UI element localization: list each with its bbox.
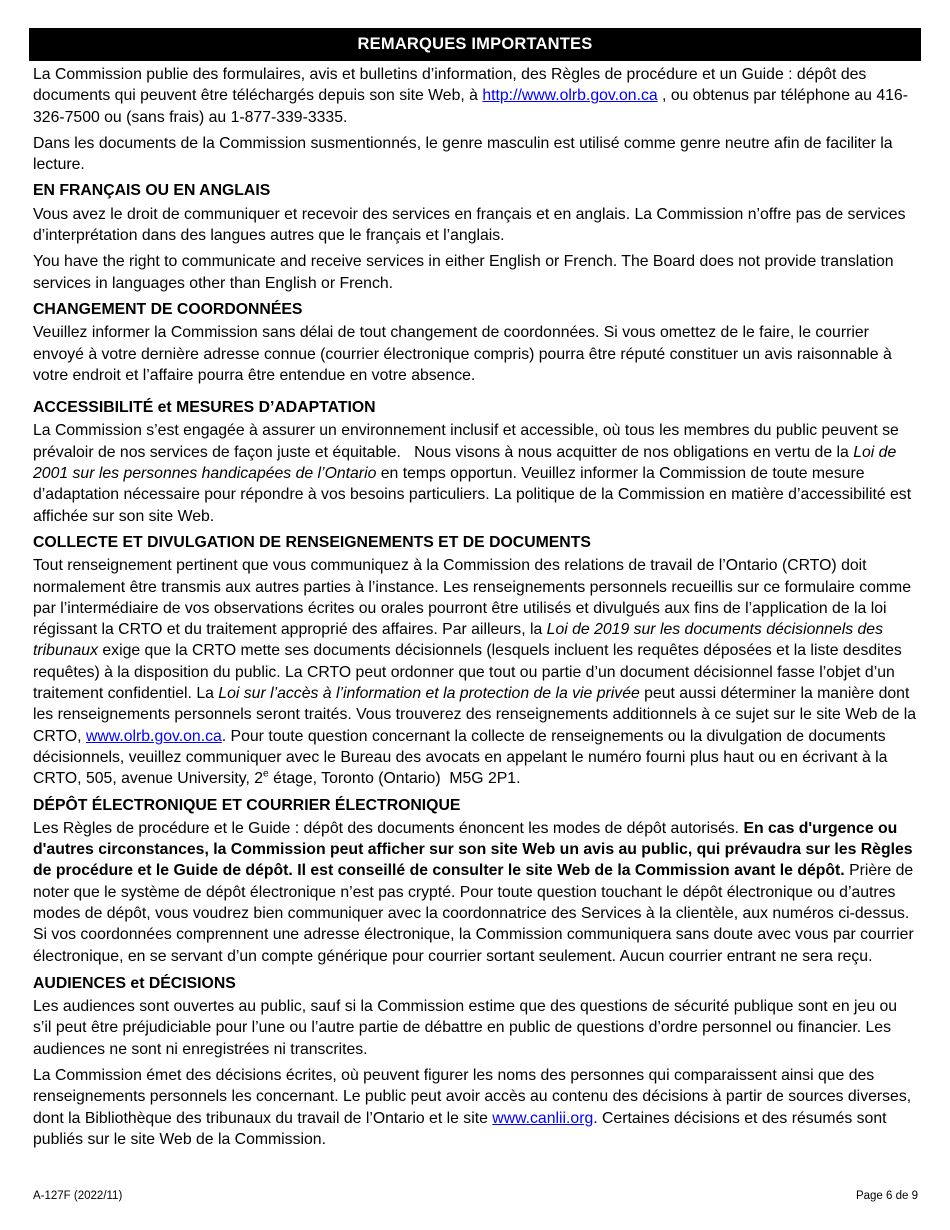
intro-paragraph-publications bbox=[33, 64, 919, 128]
text-run: exige que la CRTO mette ses documents décisionnels (lesquels incluent les requêtes déposées et la liste desdites requêtes) à la disposition du public. La CRTO peut ordonner que tout ou partie d’un document décisionnel fasse l’objet d’un traitement confidentiel. La bbox=[33, 642, 902, 703]
heading-accessibility: ACCESSIBILITÉ et MESURES D’ADAPTATION bbox=[33, 399, 376, 417]
canlii-website-link[interactable]: www.canlii.org bbox=[492, 1109, 594, 1127]
text-run: Vous avez le droit de communiquer et recevoir des services en français et en anglais. La Commission n’offre pas de services d’interprétation dans des langues autres que le français et l’anglais. bbox=[33, 205, 906, 245]
text-run: peut aussi déterminer la manière dont les renseignements personnels seront traités. Vous trouverez des renseignements additionnels à ce sujet sur le site Web de la CRTO, bbox=[33, 685, 917, 745]
text-run: Tout renseignement pertinent que vous communiquez à la Commission des relations de travail de l’Ontario (CRTO) doit normalement être transmis aux autres parties à l’instance. Les renseignements personnels recueillis sur ce formulaire comme par l’intermédiaire de vos observations écrites ou orales pourront être utilisés et divulgués aux fins de l’application de la loi régissant la CRTO et du traitement approprié des affaires. Par ailleurs, la bbox=[33, 557, 911, 639]
text-run: Veuillez informer la Commission sans délai de tout changement de coordonnées. Si vous omettez de le faire, le courrier envoyé à votre dernière adresse connue (courrier électronique compris) pourra être réputé constituer un avis raisonnable à votre endroit et l’affaire pourra être entendue en votre absence. bbox=[33, 324, 892, 384]
heading-efiling-email: DÉPÔT ÉLECTRONIQUE ET COURRIER ÉLECTRONIQUE bbox=[33, 796, 461, 814]
text-run: Loi de 2019 sur les documents décisionnels des tribunaux bbox=[33, 621, 883, 660]
heading-collection-disclosure: COLLECTE ET DIVULGATION DE RENSEIGNEMENTS ET DE DOCUMENTS bbox=[33, 533, 591, 551]
languages-paragraph-english bbox=[33, 251, 919, 294]
languages-paragraph-french bbox=[33, 204, 919, 247]
text-run: Prière de noter que le système de dépôt électronique n’est pas crypté. Pour toute question touchant le dépôt électronique ou d’autres modes de dépôt, vous voudrez bien communiquer avec la coordonnatrice des Services à la clientèle, aux numéros ci-dessus. Si vos coordonnées comprennent une adresse électronique, la Commission communiquera sans doute avec vous par courrier électronique, en se servant d’un compte générique pour courrier sortant seulement. Aucun courrier entrant ne sera reçu. bbox=[33, 862, 914, 965]
hearings-paragraph bbox=[33, 996, 919, 1060]
text-run: En cas d'urgence ou d'autres circonstances, la Commission peut afficher sur son site Web un avis au public, qui prévaudra sur les Règles de procédure et le Guide de dépôt. Il est conseillé de consulter le site Web de la Commission avant le dépôt. bbox=[33, 819, 913, 880]
page-number: Page 6 de 9 bbox=[855, 1190, 918, 1202]
text-run: La Commission s’est engagée à assurer un environnement inclusif et accessible, où tous les membres du public peuvent se prévaloir de nos services de façon juste et équitable. Nous visons à nous acquitter de nos obligations en vertu de la bbox=[33, 422, 899, 461]
olrb-website-link[interactable]: www.olrb.gov.on.ca bbox=[85, 727, 222, 745]
text-run: La Commission émet des décisions écrites, où peuvent figurer les noms des personnes qui comparaissent ainsi que des renseignements personnels les concernant. Le public peut avoir accès au contenu des décisions à partir de sources diverses, dont la Bibliothèque des tribunaux du travail de l’Ontario et le site bbox=[33, 1067, 912, 1127]
efiling-email-paragraph bbox=[33, 818, 919, 967]
collection-disclosure-paragraph bbox=[33, 555, 919, 789]
text-run: You have the right to communicate and receive services in either English or French. The Board does not provide translation services in languages other than English or French. bbox=[33, 253, 894, 292]
change-of-contact-paragraph bbox=[33, 322, 919, 386]
text-run: . Certaines décisions et des résumés sont publiés sur le site Web de la Commission. bbox=[33, 1109, 887, 1148]
text-run: étage, Toronto (Ontario) M5G 2P1. bbox=[268, 770, 521, 788]
text-run: . Pour toute question concernant la collecte de renseignements ou la divulgation de documents décisionnels, veuillez communiquer avec le Bureau des avocats en appelant le numéro fourni plus haut ou en écrivant à la CRTO, 505, avenue University, 2 bbox=[33, 727, 888, 788]
heading-hearings-decisions: AUDIENCES et DÉCISIONS bbox=[33, 974, 236, 992]
text-run: Loi de 2001 sur les personnes handicapées de l’Ontario bbox=[33, 443, 897, 483]
decisions-paragraph bbox=[33, 1065, 919, 1150]
text-run: , ou obtenus par téléphone au 416-326-7500 ou (sans frais) au 1-877-339-3335. bbox=[33, 87, 908, 126]
text-run: La Commission publie des formulaires, avis et bulletins d’information, des Règles de procédure et un Guide : dépôt des documents qui peuvent être téléchargés depuis son site Web, à bbox=[33, 66, 867, 105]
text-run: en temps opportun. Veuillez informer la Commission de toute mesure d’adaptation nécessaire pour répondre à vos besoins particuliers. La politique de la Commission en matière d’accessibilité est affichée sur son site Web. bbox=[33, 465, 912, 525]
page-footer bbox=[33, 1189, 918, 1203]
intro-paragraph-gender-neutral bbox=[33, 133, 919, 176]
banner-title: REMARQUES IMPORTANTES bbox=[357, 35, 593, 53]
heading-change-of-contact: CHANGEMENT DE COORDONNÉES bbox=[33, 300, 303, 318]
text-run: Les audiences sont ouvertes au public, sauf si la Commission estime que des questions de sécurité publique sont en jeu ou s’il peut être préjudiciable pour l’une ou l’autre partie de débattre en public de questions d’ordre personnel ou financier. Les audiences ne sont ni enregistrées ni transcrites. bbox=[33, 998, 898, 1058]
important-notes-banner bbox=[29, 28, 921, 61]
text-run: Dans les documents de la Commission susmentionnés, le genre masculin est utilisé comme genre neutre afin de faciliter la lecture. bbox=[33, 134, 893, 174]
text-run: Les Règles de procédure et le Guide : dépôt des documents énoncent les modes de dépôt autorisés. bbox=[33, 819, 744, 837]
olrb-url-link[interactable]: http://www.olrb.gov.on.ca bbox=[482, 87, 658, 105]
accessibility-paragraph bbox=[33, 420, 919, 526]
ordinal-superscript: e bbox=[263, 768, 269, 780]
text-run: Loi sur l’accès à l’information et la protection de la vie privée bbox=[218, 685, 640, 703]
heading-languages: EN FRANÇAIS OU EN ANGLAIS bbox=[33, 182, 271, 200]
form-number: A-127F (2022/11) bbox=[33, 1190, 123, 1202]
document-content bbox=[33, 64, 919, 1155]
